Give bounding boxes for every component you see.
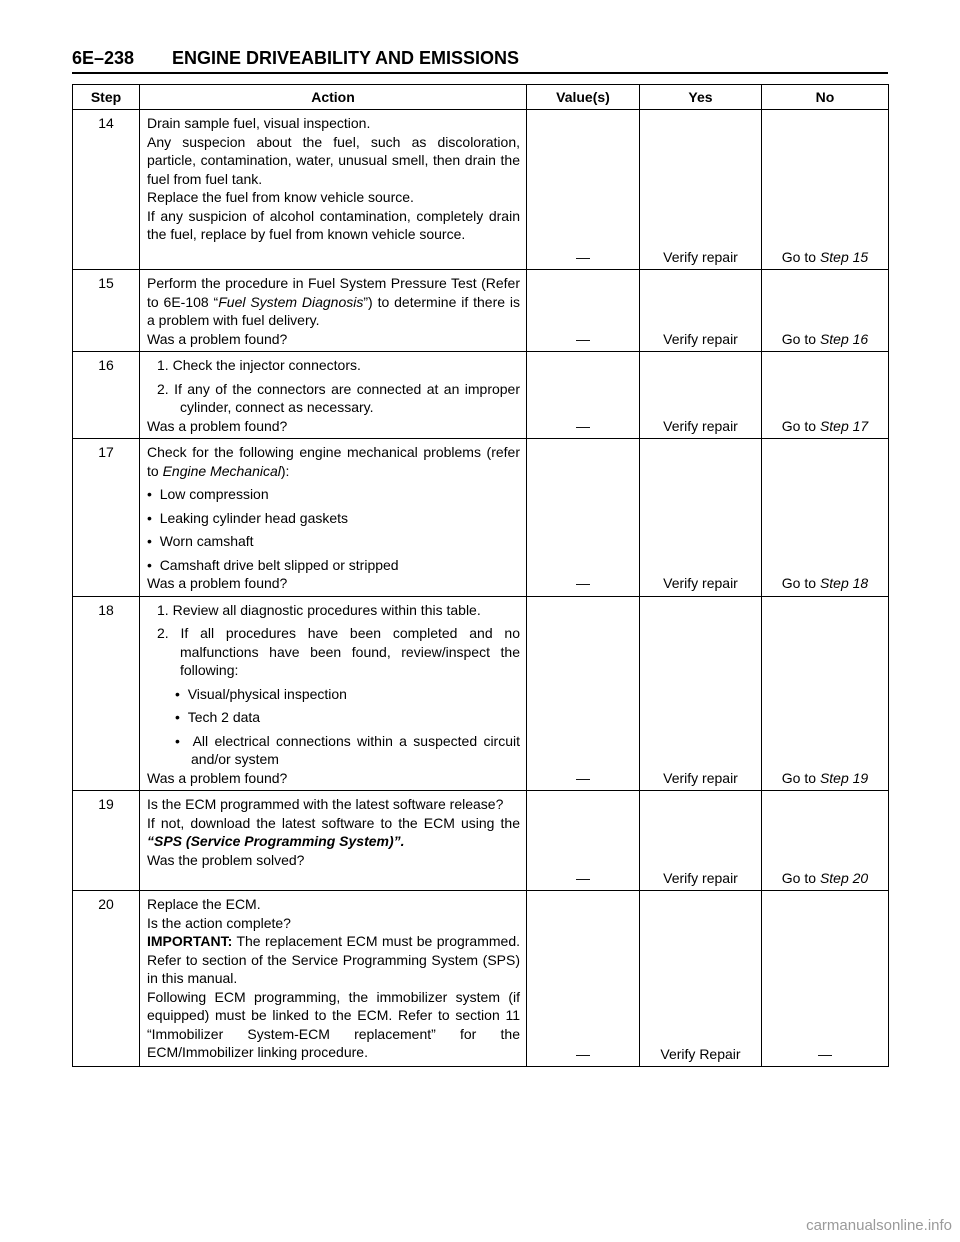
numbered-item <box>147 380 520 417</box>
yes-cell: Verify repair <box>640 352 762 439</box>
bullet-item <box>147 485 520 504</box>
numbered-item <box>147 356 520 375</box>
action-line: Any suspecion about the fuel, such as discoloration, particle, contamination, water, unusual smell, then drain the fuel from fuel tank. <box>147 133 520 187</box>
value-cell: — <box>527 352 640 439</box>
go-to-label: Go to <box>781 248 817 265</box>
step-reference: Step 20 <box>819 869 869 886</box>
section-title: ENGINE DRIVEABILITY AND EMISSIONS <box>172 48 520 68</box>
step-reference: Step 16 <box>819 330 869 347</box>
go-to-label: Go to <box>781 869 817 886</box>
action-line: If any suspicion of alcohol contamination, completely drain the fuel, replace by fuel from known vehicle source. <box>147 207 520 242</box>
bullet-text: Worn camshaft <box>159 533 254 549</box>
action-line: Following ECM programming, the immobilizer system (if equipped) must be linked to the ECM. Refer to section 11 “Immobilizer System-ECM replacement” for the ECM/Immobilizer linking procedure. <box>147 988 520 1060</box>
bullet-text: Leaking cylinder head gaskets <box>159 509 349 526</box>
step-reference: Step 18 <box>819 575 869 591</box>
go-to-label: Go to <box>781 330 817 347</box>
action-line <box>147 274 520 330</box>
col-header-step: Step <box>73 85 140 110</box>
bullet-text: Low compression <box>159 486 269 502</box>
bullet-icon: • <box>175 709 180 725</box>
go-to-label: Go to <box>781 417 817 434</box>
col-header-yes: Yes <box>640 85 762 110</box>
no-cell <box>762 791 889 891</box>
action-line: Is the ECM programmed with the latest software release? <box>147 796 504 812</box>
bullet-text: Tech 2 data <box>187 709 261 725</box>
action-cell <box>140 352 527 439</box>
page-number: 6E–238 <box>72 48 135 68</box>
reference-title: Engine Mechanical <box>162 462 281 479</box>
action-question: Was a problem found? <box>147 330 288 347</box>
diagnostic-table <box>72 84 889 1067</box>
action-line <box>147 814 520 851</box>
no-cell <box>762 439 889 597</box>
step-number: 16 <box>73 352 140 439</box>
bullet-item <box>147 685 520 704</box>
no-cell <box>762 270 889 352</box>
action-question: Was a problem found? <box>147 417 288 434</box>
action-text: If not, download the latest software to the ECM using the <box>147 814 520 831</box>
action-cell <box>140 439 527 597</box>
bullet-icon: • <box>147 556 152 573</box>
no-cell: — <box>762 891 889 1067</box>
value-cell: — <box>527 110 640 270</box>
action-line: Replace the fuel from know vehicle source. <box>147 189 414 205</box>
numbered-item <box>147 624 520 680</box>
no-cell <box>762 596 889 791</box>
action-question: Was the problem solved? <box>147 851 305 868</box>
value-cell: — <box>527 596 640 791</box>
bullet-icon: • <box>175 732 180 749</box>
numbered-item <box>147 601 520 620</box>
no-cell <box>762 110 889 270</box>
bullet-text: Camshaft drive belt slipped or stripped <box>159 556 399 573</box>
step-number: 20 <box>73 891 140 1067</box>
step-reference: Step 19 <box>819 769 869 786</box>
yes-cell: Verify repair <box>640 439 762 597</box>
item-number: 1. <box>157 601 169 618</box>
page-header <box>72 44 888 74</box>
action-line <box>147 443 520 480</box>
table-row <box>73 439 889 597</box>
table-row <box>73 352 889 439</box>
action-cell <box>140 891 527 1067</box>
bullet-text: Visual/physical inspection <box>187 685 347 702</box>
watermark: carmanualsonline.info <box>806 1217 952 1234</box>
bullet-icon: • <box>147 533 152 549</box>
yes-cell: Verify repair <box>640 270 762 352</box>
action-text: Perform the procedure in Fuel System Pressure Test (Refer to 6E-108 “ <box>147 275 520 310</box>
table-header-row <box>73 85 889 110</box>
step-number: 17 <box>73 439 140 597</box>
col-header-no: No <box>762 85 889 110</box>
col-header-action: Action <box>140 85 527 110</box>
step-reference: Step 17 <box>819 417 869 434</box>
action-text: ”) to determine if there is a problem with fuel delivery. <box>147 293 521 328</box>
item-number: 2. <box>157 380 169 397</box>
table-row <box>73 110 889 270</box>
value-cell: — <box>527 891 640 1067</box>
step-number: 14 <box>73 110 140 270</box>
item-text: Review all diagnostic procedures within this table. <box>172 601 481 618</box>
bullet-icon: • <box>147 486 152 502</box>
action-question: Was a problem found? <box>147 769 288 786</box>
go-to-label: Go to <box>781 769 817 786</box>
item-number: 2. <box>157 625 169 641</box>
yes-cell: Verify repair <box>640 596 762 791</box>
important-label: IMPORTANT: <box>147 933 233 949</box>
item-number: 1. <box>157 357 169 373</box>
table-row <box>73 791 889 891</box>
item-text: If all procedures have been completed and no malfunctions have been found, review/inspect the following: <box>180 625 520 678</box>
item-text: Check the injector connectors. <box>172 357 361 373</box>
item-text: If any of the connectors are connected at an improper cylinder, connect as necessary. <box>174 380 521 415</box>
value-cell: — <box>527 439 640 597</box>
action-question: Was a problem found? <box>147 575 288 591</box>
yes-cell: Verify repair <box>640 791 762 891</box>
bullet-icon: • <box>175 685 180 702</box>
bullet-icon: • <box>147 509 152 526</box>
step-number: 18 <box>73 596 140 791</box>
action-cell <box>140 791 527 891</box>
go-to-label: Go to <box>781 575 817 591</box>
important-note <box>147 932 520 988</box>
bullet-item <box>147 532 520 551</box>
table-row <box>73 596 889 791</box>
no-cell <box>762 352 889 439</box>
step-number: 15 <box>73 270 140 352</box>
step-reference: Step 15 <box>819 248 869 265</box>
reference-title: Fuel System Diagnosis <box>218 293 364 310</box>
bullet-text: All electrical connections within a suspected circuit and/or system <box>191 732 520 767</box>
action-cell <box>140 270 527 352</box>
action-text: ): <box>280 462 290 479</box>
col-header-values: Value(s) <box>527 85 640 110</box>
yes-cell: Verify Repair <box>640 891 762 1067</box>
step-number: 19 <box>73 791 140 891</box>
action-text: Check for the following engine mechanical problems (refer to <box>147 444 520 479</box>
action-line: Replace the ECM. <box>147 896 261 912</box>
yes-cell: Verify repair <box>640 110 762 270</box>
reference-title: “SPS (Service Programming System)”. <box>147 833 405 849</box>
action-cell <box>140 596 527 791</box>
action-cell <box>140 110 527 270</box>
action-line: Drain sample fuel, visual inspection. <box>147 115 371 131</box>
bullet-item <box>147 509 520 528</box>
bullet-item <box>147 732 520 769</box>
bullet-item <box>147 708 520 727</box>
important-text: The replacement ECM must be programmed. Refer to section of the Service Programming System (SPS) in this manual. <box>147 933 520 986</box>
value-cell: — <box>527 270 640 352</box>
value-cell: — <box>527 791 640 891</box>
table-row <box>73 891 889 1067</box>
table-row <box>73 270 889 352</box>
action-line: Is the action complete? <box>147 914 291 931</box>
bullet-item <box>147 556 520 575</box>
